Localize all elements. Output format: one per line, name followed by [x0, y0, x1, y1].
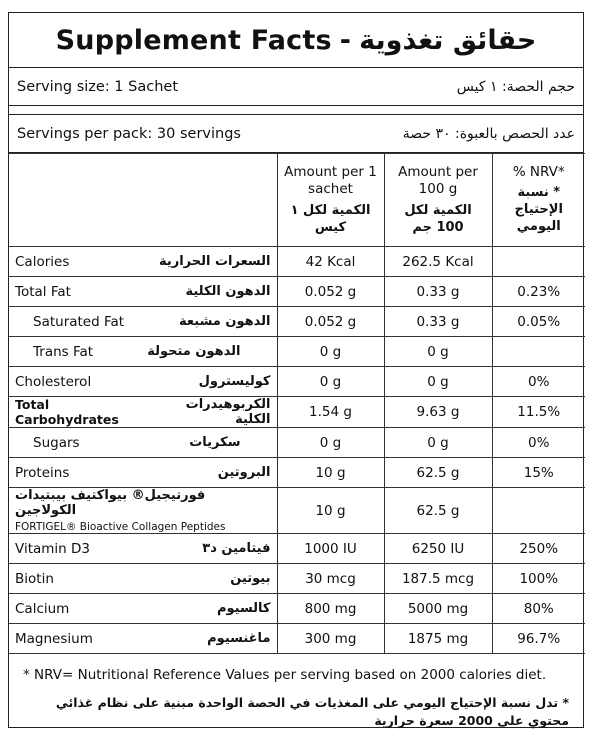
nutrient-name-en: Magnesium — [15, 630, 93, 647]
per-sachet-value: 42 Kcal — [277, 247, 384, 277]
table-header-row — [9, 154, 585, 247]
per-sachet-value: 10 g — [277, 488, 384, 534]
table-row — [9, 624, 585, 654]
nutrient-name-ar: الكربوهيدرات الكلية — [185, 397, 271, 427]
nutrient-name-ar: الدهون مشبعة — [179, 314, 271, 329]
per-100g-value: 5000 mg — [384, 594, 492, 624]
nutrient-name-ar: الدهون متحولة — [147, 344, 241, 359]
per-sachet-value: 0 g — [277, 337, 384, 367]
footnote-english: * NRV= Nutritional Reference Values per serving based on 2000 calories diet. — [23, 667, 547, 683]
per-100g-value: 6250 IU — [384, 534, 492, 564]
header-nutrient — [9, 154, 277, 247]
nutrient-name-ar: كوليسترول — [198, 374, 271, 389]
nutrient-name-ar: كالسيوم — [216, 601, 271, 616]
table-row — [9, 564, 585, 594]
nrv-value — [492, 488, 585, 534]
per-100g-value: 9.63 g — [384, 397, 492, 428]
nutrition-table — [9, 153, 585, 654]
title-english: Supplement Facts — [55, 24, 332, 56]
nutrient-name-ar: فيتامين د٣ — [202, 541, 271, 556]
panel-title — [9, 13, 583, 68]
nrv-value: 15% — [492, 458, 585, 488]
per-sachet-value: 1000 IU — [277, 534, 384, 564]
nutrient-name-en: Total Fat — [15, 283, 71, 300]
per-sachet-value: 800 mg — [277, 594, 384, 624]
per-sachet-value: 0 g — [277, 428, 384, 458]
footnote-arabic: * تدل نسبة الإحتياج اليومي على المغذيات في الحصة الواحدة مبنية على نظام غذائي محتوي على 2000 سعرة حرارية — [55, 694, 569, 729]
header-nrv-en: % NRV* — [512, 163, 565, 180]
table-row — [9, 277, 585, 307]
table-row — [9, 458, 585, 488]
nrv-value: 100% — [492, 564, 585, 594]
per-100g-value: 0.33 g — [384, 307, 492, 337]
per-sachet-value: 1.54 g — [277, 397, 384, 428]
serving-size-row — [9, 68, 583, 106]
table-row — [9, 534, 585, 564]
per-sachet-value: 10 g — [277, 458, 384, 488]
header-per-100g-en: Amount per 100 g — [398, 163, 478, 198]
nutrient-name-ar: بيوتين — [230, 571, 271, 586]
table-row — [9, 337, 585, 367]
serving-size-english: Serving size: 1 Sachet — [17, 78, 179, 95]
servings-per-pack-arabic: عدد الحصص بالعبوة: ٣٠ حصة — [402, 125, 575, 142]
footnote — [9, 654, 583, 731]
per-100g-value: 187.5 mcg — [384, 564, 492, 594]
nrv-value — [492, 337, 585, 367]
header-nrv-ar: * نسبة الإحتياج اليومي — [514, 185, 563, 235]
supplement-facts-panel — [8, 12, 584, 728]
per-sachet-value: 0.052 g — [277, 277, 384, 307]
per-100g-value: 1875 mg — [384, 624, 492, 654]
nutrient-name-en: Trans Fat — [33, 343, 94, 360]
nutrient-name-ar: السعرات الحرارية — [158, 254, 271, 269]
nutrient-name-en: Proteins — [15, 464, 70, 481]
table-row — [9, 247, 585, 277]
nutrient-name-en: Saturated Fat — [33, 313, 125, 330]
nrv-value: 80% — [492, 594, 585, 624]
per-100g-value: 0 g — [384, 428, 492, 458]
per-100g-value: 62.5 g — [384, 458, 492, 488]
nutrient-name-ar: سكريات — [189, 435, 241, 450]
per-sachet-value: 30 mcg — [277, 564, 384, 594]
nutrient-name-en: Calories — [15, 253, 70, 270]
nrv-value: 0.05% — [492, 307, 585, 337]
header-per-sachet-ar: الكمية لكل ١ كيس — [290, 202, 371, 235]
serving-size-arabic: حجم الحصة: ١ كيس — [456, 78, 575, 95]
nutrient-name-ar: ماغنسيوم — [207, 631, 271, 646]
per-100g-value: 0 g — [384, 367, 492, 397]
nrv-value — [492, 247, 585, 277]
header-per-100g-ar: الكمية لكل 100 جم — [404, 202, 472, 235]
nutrient-name-en: Calcium — [15, 600, 70, 617]
per-100g-value: 0.33 g — [384, 277, 492, 307]
nutrient-name-en: Total Carbohydrates — [15, 397, 119, 427]
per-100g-value: 62.5 g — [384, 488, 492, 534]
per-sachet-value: 0.052 g — [277, 307, 384, 337]
nutrient-name-en: Vitamin D3 — [15, 540, 90, 557]
nutrient-name-en: Sugars — [33, 434, 80, 451]
table-row — [9, 488, 585, 534]
servings-per-pack-row — [9, 115, 583, 153]
table-row — [9, 594, 585, 624]
nrv-value: 96.7% — [492, 624, 585, 654]
nutrient-name-en: FORTIGEL® Bioactive Collagen Peptides — [15, 521, 226, 533]
nutrient-name-ar: البروتين — [217, 465, 271, 480]
title-arabic: حقائق تغذوية — [359, 24, 537, 56]
header-per-sachet — [277, 154, 384, 247]
table-row — [9, 307, 585, 337]
nrv-value: 0.23% — [492, 277, 585, 307]
per-sachet-value: 0 g — [277, 367, 384, 397]
table-row — [9, 367, 585, 397]
nutrient-name-ar: فورتيجيل® بيواكتيف بيبتيدات الكولاجين — [15, 488, 206, 518]
servings-per-pack-english: Servings per pack: 30 servings — [17, 125, 241, 142]
nrv-value: 0% — [492, 367, 585, 397]
per-100g-value: 0 g — [384, 337, 492, 367]
nutrient-name-en: Cholesterol — [15, 373, 92, 390]
per-100g-value: 262.5 Kcal — [384, 247, 492, 277]
table-row — [9, 428, 585, 458]
nrv-value: 0% — [492, 428, 585, 458]
header-nrv — [492, 154, 585, 247]
nutrient-name-en: Biotin — [15, 570, 54, 587]
title-separator: - — [339, 24, 352, 56]
nrv-value: 250% — [492, 534, 585, 564]
header-per-sachet-en: Amount per 1 sachet — [284, 163, 377, 198]
nrv-value: 11.5% — [492, 397, 585, 428]
header-per-100g — [384, 154, 492, 247]
divider — [9, 106, 583, 115]
table-row — [9, 397, 585, 428]
nutrient-name-ar: الدهون الكلية — [185, 284, 271, 299]
per-sachet-value: 300 mg — [277, 624, 384, 654]
